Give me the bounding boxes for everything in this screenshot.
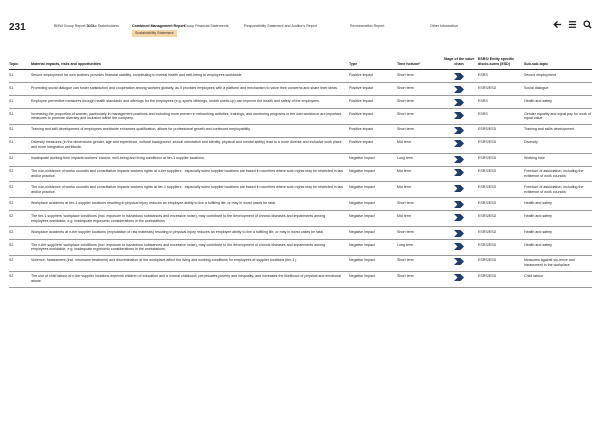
table-row [9,255,592,271]
cell-topic: S2 [9,258,14,263]
cell-esrs: ESRS/ESD [478,274,497,279]
cell-value-chain-stage [440,83,478,96]
table-row [9,83,592,96]
cell-time-horizon: Mid term [397,169,411,174]
cell-impact-type: Positive impact [349,111,374,116]
cell-sub-sub-topic: Health and safety [524,242,552,247]
cell-time-horizon: Mid term [397,140,411,145]
cell-impact-type: Negative impact [349,200,375,205]
cell-topic: S1 [9,127,14,132]
table-row [9,70,592,83]
cell-material-impact: The use of child labour at n-tier supplier locations deprives children of education and a normal childhood, perpetuates poverty and inequality, and increases the likelihood of physical and emotional abuse. [31,274,341,284]
cell-impact-type: Positive impact [349,85,374,90]
table-row [9,153,592,166]
cell-impact-type: Positive impact [349,140,374,145]
cell-value-chain-stage [440,153,478,166]
cell-value-chain-stage [440,182,478,198]
value-chain-chevron-icon [454,185,464,192]
cell-sub-sub-topic: Social dialogue [524,85,549,90]
cell-sub-sub-topic: Working time [524,156,545,161]
value-chain-chevron-icon [454,73,464,80]
cell-topic: S2 [9,184,14,189]
cell-esrs: ESRS/ESD [478,242,497,247]
cell-sub-sub-topic: Health and safety [524,200,552,205]
nav-item-responsibility-statement[interactable]: Responsibility Statement and Auditor's Report [244,24,317,28]
cell-time-horizon: Short term [397,200,414,205]
cell-esrs: ESRS/ESD [478,184,497,189]
col-header-time-horizon: Time horizon¹ [397,62,421,66]
cell-value-chain-stage [440,271,478,287]
cell-value-chain-stage [440,96,478,109]
nav-item-bmw-group-report[interactable]: BMW Group Report 2024 [54,24,95,28]
cell-value-chain-stage [440,198,478,211]
cell-esrs: ESRS/ESD [478,229,497,234]
cell-material-impact: The non-existence of works councils and consultation impacts workers rights at tier-1 suppliers - especially when supplier locations are based in countries where such rights may be restricted in law and/or practice. [31,184,344,194]
cell-impact-type: Negative impact [349,184,375,189]
table-row [9,109,592,125]
cell-time-horizon: Short term [397,127,414,132]
cell-esrs: ESRS/ESD [478,200,497,205]
value-chain-chevron-icon [454,201,464,208]
cell-topic: S2 [9,169,14,174]
cell-material-impact: Training and skill development of employees worldwide enhances qualification, allows for professional growth and continued employability. [31,127,251,132]
cell-sub-sub-topic: Training and skills development [524,127,575,132]
cell-time-horizon: Short term [397,85,414,90]
value-chain-chevron-icon [454,230,464,237]
cell-time-horizon: Short term [397,274,414,279]
cell-value-chain-stage [440,70,478,83]
table-row [9,240,592,256]
cell-material-impact: The n-tier suppliers' workplace conditions (incl. exposure to hazardous substances and excessive noise), may contribute to the development of chronic diseases and impairments among employees worldwide, e.g. inadequate ergonomic considerations in the workstations. [31,242,326,252]
cell-impact-type: Positive impact [349,72,374,77]
cell-esrs: ESRS [478,98,488,103]
value-chain-chevron-icon [454,214,464,221]
cell-time-horizon: Short term [397,111,414,116]
table-row [9,198,592,211]
cell-topic: S2 [9,213,14,218]
cell-sub-sub-topic: Gender equality and equal pay for work of equal value [524,111,591,121]
cell-value-chain-stage [440,211,478,227]
table-row [9,211,592,227]
cell-esrs: ESRS/ESD [478,213,497,218]
cell-topic: S2 [9,156,14,161]
cell-time-horizon: Mid term [397,213,411,218]
nav-item-combined-management-report[interactable]: Combined Management Report [132,24,186,28]
cell-material-impact: Diversity measures (in the dimensions gender, age and experience, cultural background, sexual orientation and identity, physical and mental ability) lead to a more diverse and inclusive work place and more integration worldwide. [31,140,342,150]
cell-impact-type: Positive impact [349,127,374,132]
cell-sub-sub-topic: Child labour [524,274,544,279]
cell-material-impact: The non-existence of works councils and consultation impacts workers rights at n-tier suppliers - especially when supplier locations are based in countries where such rights may be restricted in law and/or practice. [31,169,344,179]
back-arrow-icon[interactable] [553,20,562,29]
cell-sub-sub-topic: Freedom of association, including the existence of work councils [524,184,584,194]
cell-esrs: ESRS/ESD [478,127,497,132]
cell-impact-type: Negative impact [349,242,375,247]
nav-item-to-our-stakeholders[interactable]: To Our Stakeholders [86,24,119,28]
value-chain-chevron-icon [454,99,464,106]
cell-topic: S2 [9,200,14,205]
cell-topic: S1 [9,85,14,90]
table-row [9,271,592,287]
cell-time-horizon: Short term [397,258,414,263]
col-header-topic: Topic [9,62,19,66]
cell-time-horizon: Long term [397,156,414,161]
cell-impact-type: Negative impact [349,274,375,279]
cell-esrs: ESRS [478,72,488,77]
cell-material-impact: Employee preventive measures through health standards and offerings for the employees (e.g. sports offerings, health check-up) can improve the health and safety of the employees. [31,98,320,103]
table-row [9,166,592,182]
nav-item-other-information[interactable]: Other Information [430,24,458,28]
cell-material-impact: Promoting social dialogue can foster satisfaction and cooperation among workers globally, as it provides employees with a platform and mechanism to voice their concerns and share their ideas. [31,85,338,90]
cell-material-impact: Inadequate working time impacts workers' income, well-being and living conditions at tier-1 supplier locations. [31,156,205,161]
cell-time-horizon: Long term [397,242,414,247]
table-row [9,96,592,109]
cell-time-horizon: Short term [397,98,414,103]
cell-material-impact: Violence, harassment (incl. inhumane treatment) and discrimination at the workplace affect the living and working conditions for employees at supplier locations (tier-1). [31,258,297,263]
cell-material-impact: Workplace accidents at n-tier supplier locations (exploitation of raw materials) resulting in physical injury reduces an employee ability to live a fulfilling life, or may in worst cases be fatal. [31,229,324,234]
cell-esrs: ESRS/ESD [478,169,497,174]
cell-value-chain-stage [440,124,478,137]
table-row [9,124,592,137]
material-impacts-table [9,57,592,288]
cell-esrs: ESRS/ESD [478,85,497,90]
cell-sub-sub-topic: Measures against vio-lence and harassment in the workplace [524,258,575,268]
cell-sub-sub-topic: Secure employment [524,72,556,77]
cell-time-horizon: Mid term [397,184,411,189]
value-chain-chevron-icon [454,243,464,250]
cell-esrs: ESRS/ESD [478,258,497,263]
page-number: 231 [9,22,26,33]
cell-topic: S1 [9,98,14,103]
nav-item-remuneration-report[interactable]: Remuneration Report [350,24,385,28]
cell-time-horizon: Short term [397,72,414,77]
value-chain-chevron-icon [454,258,464,265]
cell-impact-type: Negative impact [349,229,375,234]
col-header-type: Type [349,62,358,66]
cell-topic: S1 [9,72,14,77]
cell-esrs: ESRS [478,111,488,116]
cell-value-chain-stage [440,255,478,271]
cell-material-impact: Secure employment for own workers provides financial stability, contributing to mental health and well-being to employees worldwide. [31,72,243,77]
cell-sub-sub-topic: Freedom of association, including the existence of work councils [524,169,584,179]
col-header-material-impacts: Material impacts, risks and opportunities [31,62,101,66]
col-header-sub-sub-topic: Sub-sub-topic [524,62,549,66]
value-chain-chevron-icon [454,169,464,176]
table-row [9,137,592,153]
cell-sub-sub-topic: Health and safety [524,213,552,218]
cell-value-chain-stage [440,166,478,182]
table-row [9,227,592,240]
cell-impact-type: Negative impact [349,258,375,263]
cell-impact-type: Negative impact [349,213,375,218]
cell-material-impact: Increasing the proportion of women, particularly in management positions and including more women in networking activities, trainings, and mentoring programs in the own workforce are important measures to promote diversity and inclusion within the company. [31,111,342,121]
col-header-value-chain-stage: Stage of the value chain [443,57,475,66]
value-chain-chevron-icon [454,140,464,147]
cell-time-horizon: Short term [397,229,414,234]
cell-esrs: ESRS/ESD [478,156,497,161]
cell-topic: S1 [9,111,14,116]
cell-sub-sub-topic: Diversity [524,140,538,145]
cell-impact-type: Negative impact [349,156,375,161]
cell-esrs: ESRS/ESD [478,140,497,145]
cell-topic: S2 [9,229,14,234]
cell-sub-sub-topic: Health and safety [524,229,552,234]
col-header-esrs: ESRS/ Entity specific disclo-sures (ESD) [478,57,515,66]
menu-icon[interactable] [568,20,577,29]
value-chain-chevron-icon [454,112,464,119]
search-icon[interactable] [583,20,592,29]
cell-topic: S2 [9,274,14,279]
cell-value-chain-stage [440,137,478,153]
table-header-row [9,57,592,70]
value-chain-chevron-icon [454,86,464,93]
table-row [9,182,592,198]
nav-subitem-sustainability-statement[interactable]: Sustainability Statement [132,30,177,37]
value-chain-chevron-icon [454,274,464,281]
table-body [9,70,592,288]
top-navigation-bar [0,0,600,38]
value-chain-chevron-icon [454,156,464,163]
header-icons [553,20,592,29]
cell-value-chain-stage [440,240,478,256]
cell-material-impact: The tier-1 suppliers' workplace conditions (incl. exposure to hazardous substances and excessive noise), may contribute to the development of chronic diseases and impairments among employees worldwide, e.g. inadequate ergonomic considerations in the workstations. [31,213,326,223]
cell-material-impact: Workplace accidents at tier-1 supplier locations resulting in physical injury reduces an employee ability to live a fulfilling life, or may in worst cases be fatal. [31,200,277,205]
value-chain-chevron-icon [454,127,464,134]
cell-topic: S2 [9,242,14,247]
cell-value-chain-stage [440,109,478,125]
cell-sub-sub-topic: Health and safety [524,98,552,103]
cell-impact-type: Positive impact [349,98,374,103]
cell-value-chain-stage [440,227,478,240]
nav-item-group-financial-statements[interactable]: Group Financial Statements [184,24,229,28]
cell-topic: S1 [9,140,14,145]
cell-impact-type: Negative impact [349,169,375,174]
